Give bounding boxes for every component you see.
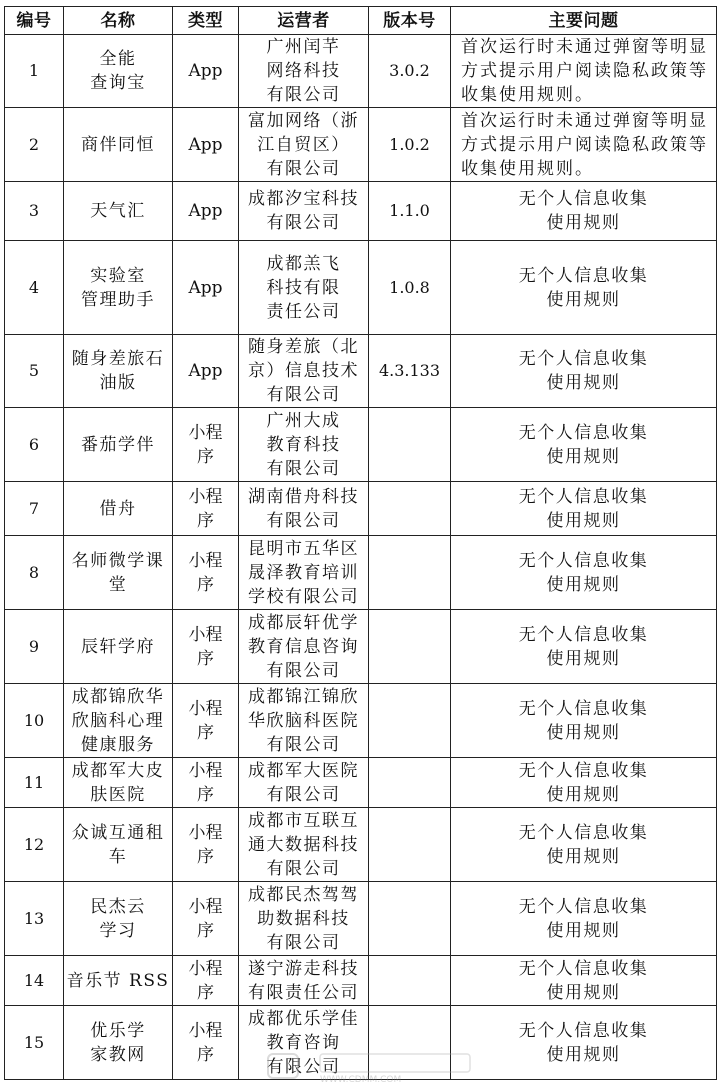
cell-name: 实验室 管理助手 [64,241,173,335]
table-row [5,335,717,408]
cell-issue: 无个人信息收集 使用规则 [451,536,717,610]
cell-no: 7 [5,482,64,536]
cell-type: 小程 序 [173,610,239,684]
cell-name: 音乐节 RSS [64,956,173,1006]
cell-name: 全能 查询宝 [64,35,173,108]
table-row [5,956,717,1006]
header-operator: 运营者 [239,7,369,35]
cell-no: 8 [5,536,64,610]
cell-type: App [173,335,239,408]
cell-operator: 成都优乐学佳 教育咨询 有限公司 [239,1006,369,1080]
cell-version [369,1006,451,1080]
cell-issue: 无个人信息收集 使用规则 [451,758,717,808]
watermark-text: WWW.CDMM.COM [320,1075,402,1085]
cell-no: 15 [5,1006,64,1080]
cell-type: App [173,241,239,335]
table-row [5,408,717,482]
cell-type: App [173,108,239,182]
cell-name: 众诚互通租 车 [64,808,173,882]
cell-no: 3 [5,182,64,241]
cell-version: 3.0.2 [369,35,451,108]
table-row [5,482,717,536]
cell-issue: 无个人信息收集 使用规则 [451,182,717,241]
cell-issue: 首次运行时未通过弹窗等明显方式提示用户阅读隐私政策等收集使用规则。 [451,108,717,182]
cell-name: 商伴同恒 [64,108,173,182]
cell-version [369,482,451,536]
cell-no: 10 [5,684,64,758]
cell-operator: 广州闰芊 网络科技 有限公司 [239,35,369,108]
cell-issue: 无个人信息收集 使用规则 [451,335,717,408]
cell-version: 1.0.8 [369,241,451,335]
cell-operator: 富加网络（浙 江自贸区） 有限公司 [239,108,369,182]
cell-operator: 随身差旅（北 京）信息技术 有限公司 [239,335,369,408]
cell-version [369,882,451,956]
cell-type: App [173,182,239,241]
cell-operator: 昆明市五华区 晟泽教育培训 学校有限公司 [239,536,369,610]
cell-version: 1.1.0 [369,182,451,241]
table-row [5,758,717,808]
cell-issue: 无个人信息收集 使用规则 [451,808,717,882]
cell-operator: 成都军大医院 有限公司 [239,758,369,808]
table-row [5,536,717,610]
cell-version [369,956,451,1006]
cell-name: 成都锦欣华 欣脑科心理 健康服务 [64,684,173,758]
cell-version [369,408,451,482]
table-row [5,241,717,335]
cell-name: 辰轩学府 [64,610,173,684]
header-type: 类型 [173,7,239,35]
cell-issue: 无个人信息收集 使用规则 [451,408,717,482]
app-list-table [4,6,717,1080]
cell-operator: 成都市互联互 通大数据科技 有限公司 [239,808,369,882]
cell-name: 借舟 [64,482,173,536]
cell-operator: 成都汐宝科技 有限公司 [239,182,369,241]
cell-version [369,684,451,758]
cell-operator: 湖南借舟科技 有限公司 [239,482,369,536]
table-row [5,35,717,108]
cell-version [369,610,451,684]
cell-no: 12 [5,808,64,882]
table-body [5,35,717,1080]
cell-issue: 无个人信息收集 使用规则 [451,610,717,684]
cell-type: 小程 序 [173,482,239,536]
cell-issue: 无个人信息收集 使用规则 [451,482,717,536]
cell-no: 5 [5,335,64,408]
cell-type: 小程 序 [173,808,239,882]
cell-no: 2 [5,108,64,182]
table-row [5,182,717,241]
cell-operator: 成都锦江锦欣 华欣脑科医院 有限公司 [239,684,369,758]
cell-issue: 无个人信息收集 使用规则 [451,1006,717,1080]
header-no: 编号 [5,7,64,35]
cell-issue: 首次运行时未通过弹窗等明显方式提示用户阅读隐私政策等收集使用规则。 [451,35,717,108]
cell-type: App [173,35,239,108]
cell-issue: 无个人信息收集 使用规则 [451,684,717,758]
cell-name: 名师微学课 堂 [64,536,173,610]
table-row [5,108,717,182]
cell-no: 14 [5,956,64,1006]
table-row [5,684,717,758]
cell-operator: 广州大成 教育科技 有限公司 [239,408,369,482]
cell-issue: 无个人信息收集 使用规则 [451,882,717,956]
cell-version: 4.3.133 [369,335,451,408]
cell-type: 小程 序 [173,956,239,1006]
cell-issue: 无个人信息收集 使用规则 [451,241,717,335]
cell-operator: 遂宁游走科技 有限责任公司 [239,956,369,1006]
cell-issue: 无个人信息收集 使用规则 [451,956,717,1006]
cell-type: 小程 序 [173,536,239,610]
table-row [5,882,717,956]
cell-no: 13 [5,882,64,956]
cell-type: 小程 序 [173,882,239,956]
cell-operator: 成都辰轩优学 教育信息咨询 有限公司 [239,610,369,684]
cell-no: 6 [5,408,64,482]
cell-type: 小程 序 [173,758,239,808]
cell-no: 4 [5,241,64,335]
cell-version [369,808,451,882]
cell-operator: 成都民杰驾驾 助数据科技 有限公司 [239,882,369,956]
cell-version: 1.0.2 [369,108,451,182]
header-issue: 主要问题 [451,7,717,35]
cell-name: 优乐学 家教网 [64,1006,173,1080]
cell-version [369,536,451,610]
cell-version [369,758,451,808]
cell-name: 番茄学伴 [64,408,173,482]
cell-no: 1 [5,35,64,108]
cell-type: 小程 序 [173,684,239,758]
cell-type: 小程 序 [173,1006,239,1080]
cell-name: 成都军大皮 肤医院 [64,758,173,808]
table-row [5,610,717,684]
table-header-row [5,7,717,35]
cell-no: 11 [5,758,64,808]
cell-name: 随身差旅石 油版 [64,335,173,408]
table-row [5,808,717,882]
cell-name: 民杰云 学习 [64,882,173,956]
header-name: 名称 [64,7,173,35]
cell-type: 小程 序 [173,408,239,482]
cell-name: 天气汇 [64,182,173,241]
cell-operator: 成都羔飞 科技有限 责任公司 [239,241,369,335]
header-version: 版本号 [369,7,451,35]
cell-no: 9 [5,610,64,684]
table-row [5,1006,717,1080]
